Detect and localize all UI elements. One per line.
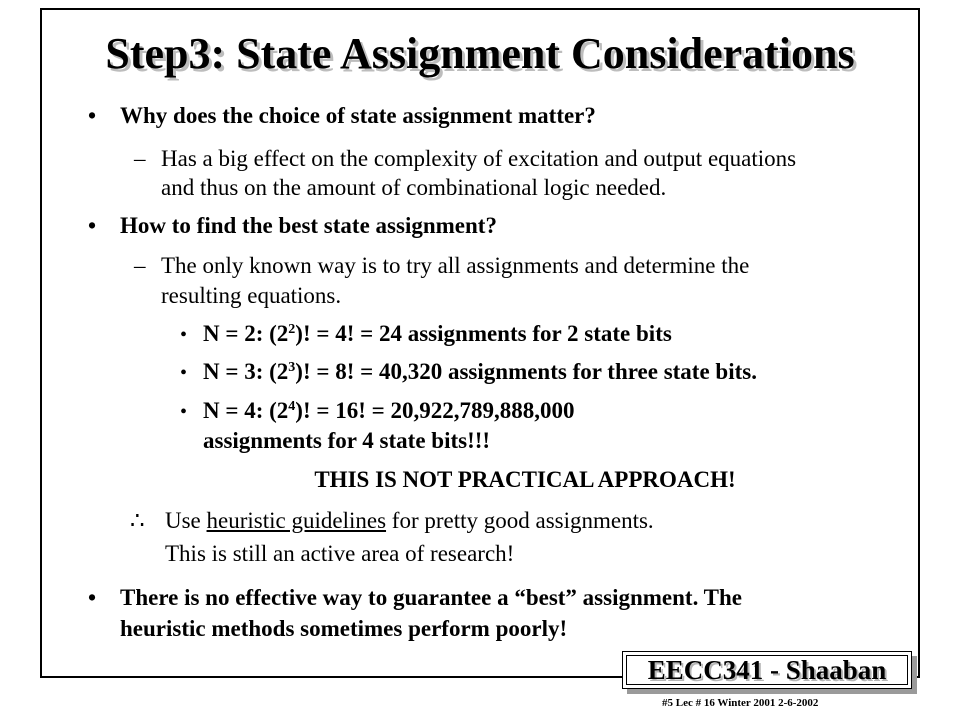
case-n4-continued: assignments for 4 state bits!!! <box>203 428 491 453</box>
bullet-dot-small: • <box>180 362 188 384</box>
answer-line: The only known way is to try all assignments and determine the <box>161 253 750 278</box>
answer-line: and thus on the amount of combinational logic needed. <box>161 175 667 200</box>
slide-footer: #5 Lec # 16 Winter 2001 2-6-2002 <box>662 697 819 709</box>
research-note: This is still an active area of research! <box>165 541 515 566</box>
slide-title: Step3: State Assignment Considerations <box>105 29 855 78</box>
case-n3: N = 3: $(2^3)$! = 8! = 40,320 assignments for three state bits. <box>203 359 757 384</box>
not-practical-note: THIS IS NOT PRACTICAL APPROACH! <box>314 467 736 492</box>
conclusion-line: There is no effective way to guarantee a “best” assignment. The <box>120 585 742 610</box>
question-find-best: How to find the best state assignment? <box>120 213 497 238</box>
bullet-dot: • <box>88 585 97 610</box>
case-n4: N = 4: $(2^4)$! = 16! = 20,922,789,888,000 <box>203 398 575 423</box>
question-why-matters: Why does the choice of state assignment matter? <box>120 103 596 128</box>
bullet-dot-small: • <box>180 324 188 346</box>
case-n2: N = 2: $(2^2)$! = 4! = 24 assignments for 2 state bits <box>203 321 672 346</box>
therefore-symbol: ∴ <box>130 508 145 533</box>
dash-marker: – <box>134 146 146 171</box>
answer-line: Has a big effect on the complexity of excitation and output equations <box>161 146 797 171</box>
bullet-dot: • <box>88 103 97 128</box>
heuristic-guideline-line: Use heuristic guidelines for pretty good assignments. <box>165 508 654 533</box>
answer-line: resulting equations. <box>161 283 342 308</box>
dash-marker: – <box>134 253 146 278</box>
bullet-dot: • <box>88 213 97 238</box>
heuristic-guidelines-term: heuristic guidelines <box>206 508 387 533</box>
bullet-dot-small: • <box>180 401 188 423</box>
conclusion-line: heuristic methods sometimes perform poorly! <box>120 616 568 641</box>
course-badge: EECC341 - Shaaban <box>622 651 912 689</box>
